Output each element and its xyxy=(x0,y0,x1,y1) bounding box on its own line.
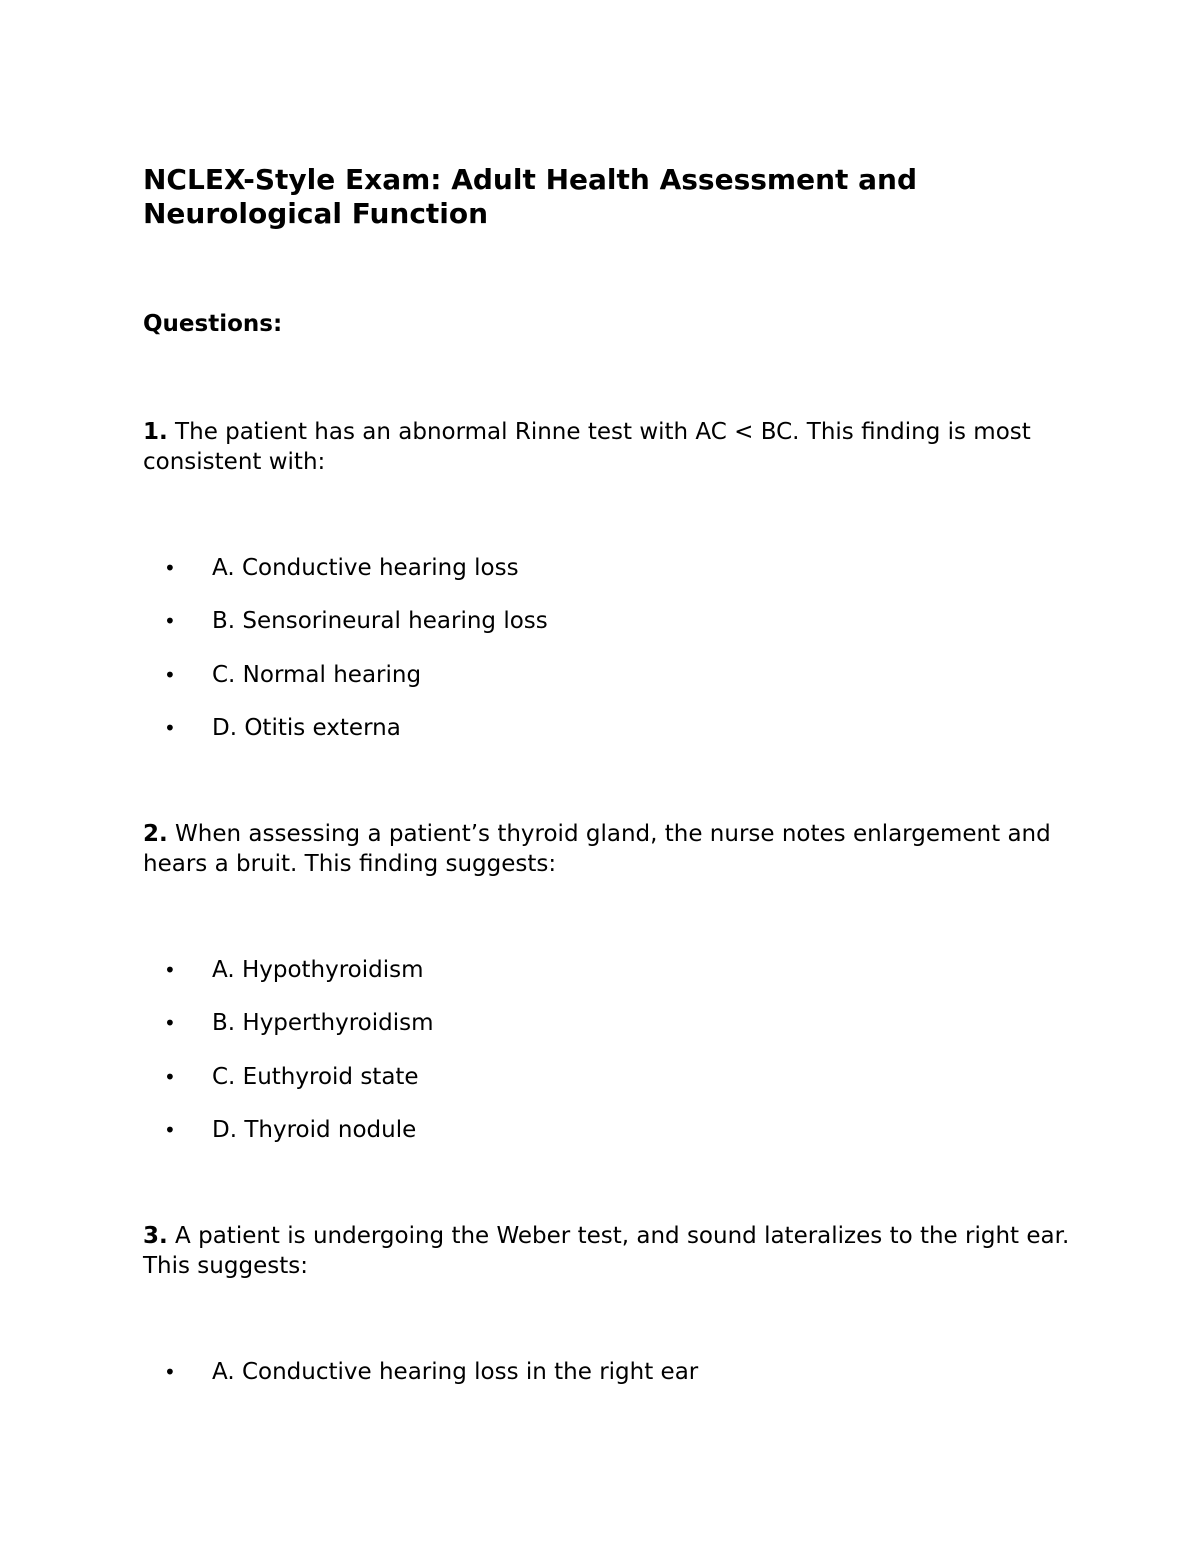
bullet-icon: • xyxy=(164,1360,176,1384)
list-item xyxy=(143,606,1073,659)
option-text: D. Otitis externa xyxy=(212,714,401,741)
list-item xyxy=(143,1008,1073,1061)
bullet-icon: • xyxy=(164,556,176,580)
question-2-text: When assessing a patient’s thyroid gland, the nurse notes enlargement and hears a bruit. This finding suggests: xyxy=(143,821,1051,877)
question-3-options xyxy=(143,1357,1073,1410)
bullet-icon: • xyxy=(164,1064,176,1089)
question-1-options xyxy=(143,553,1073,766)
question-3-text: A patient is undergoing the Weber test, and sound lateralizes to the right ear. This suggests: xyxy=(143,1223,1070,1279)
question-1-text: The patient has an abnormal Rinne test with AC < BC. This finding is most consistent with: xyxy=(143,419,1031,475)
bullet-icon: • xyxy=(164,1011,176,1036)
section-heading: Questions: xyxy=(143,311,283,337)
option-text: A. Conductive hearing loss in the right ear xyxy=(212,1359,699,1385)
list-item xyxy=(143,1062,1073,1115)
list-item xyxy=(143,713,1073,766)
bullet-icon: • xyxy=(164,662,176,687)
option-text: C. Normal hearing xyxy=(212,661,422,688)
bullet-icon: • xyxy=(164,958,176,982)
bullet-icon: • xyxy=(164,715,176,740)
option-text: B. Hyperthyroidism xyxy=(212,1010,434,1037)
question-2-options xyxy=(143,955,1073,1168)
question-3 xyxy=(143,1221,1073,1281)
question-1 xyxy=(143,417,1073,477)
question-2 xyxy=(143,819,1073,879)
list-item xyxy=(143,955,1073,1008)
option-text: A. Hypothyroidism xyxy=(212,957,424,983)
bullet-icon: • xyxy=(164,1117,176,1142)
question-2-number: 2. xyxy=(143,821,168,847)
option-text: B. Sensorineural hearing loss xyxy=(212,608,548,635)
option-text: C. Euthyroid state xyxy=(212,1063,419,1090)
bullet-icon: • xyxy=(164,609,176,634)
list-item xyxy=(143,1357,1073,1410)
list-item xyxy=(143,553,1073,606)
option-text: A. Conductive hearing loss xyxy=(212,555,519,581)
question-1-number: 1. xyxy=(143,419,168,445)
option-text: D. Thyroid nodule xyxy=(212,1116,417,1143)
list-item xyxy=(143,1115,1073,1168)
list-item xyxy=(143,660,1073,713)
document-title: NCLEX-Style Exam: Adult Health Assessment and Neurological Function xyxy=(143,163,918,230)
question-3-number: 3. xyxy=(143,1223,168,1249)
